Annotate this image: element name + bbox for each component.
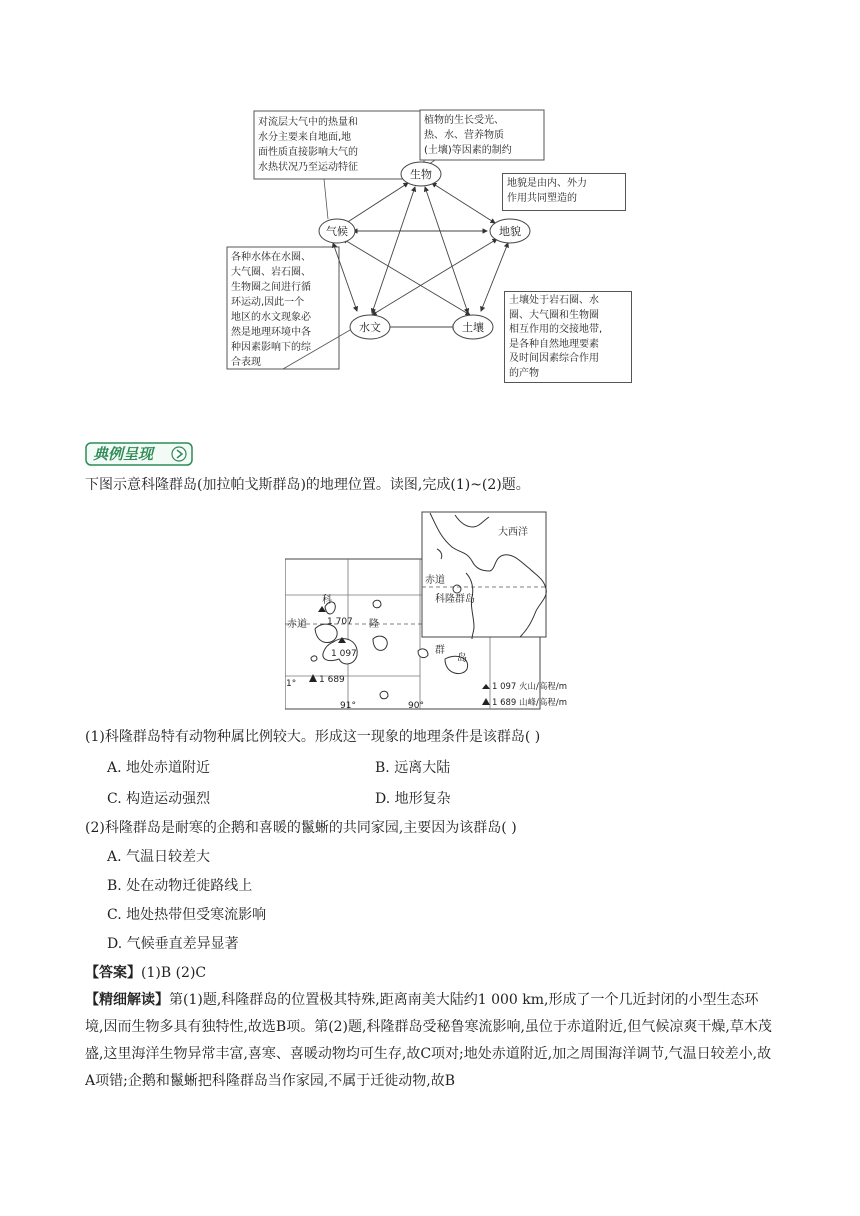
hydrology-note-line: 生物圈之间进行循	[231, 282, 311, 293]
hydrology-note-line: 各种水体在水圈、	[231, 252, 311, 263]
hydrology-note-line: 地区的水文现象必	[231, 312, 311, 323]
soil-note-line: 是各种自然地理要素	[509, 338, 599, 350]
question-intro: 下图示意科隆群岛(加拉帕戈斯群岛)的地理位置。读图,完成(1)~(2)题。	[85, 477, 530, 493]
q1-option-d[interactable]: D. 地形复杂	[375, 791, 451, 807]
q2-option-b[interactable]: B. 处在动物迁徙路线上	[107, 878, 253, 894]
biology-note-line: (土壤)等因素的制约	[424, 145, 512, 156]
analysis-paragraph	[85, 987, 775, 1095]
hydrology-note-line: 大气圈、岩石圈、	[231, 267, 311, 278]
soil-note-line: 相互作用的交接地带,	[509, 324, 603, 335]
arrow-circle-icon	[172, 447, 186, 461]
galapagos-map	[285, 511, 775, 713]
landform-note-line: 作用共同塑造的	[507, 193, 577, 204]
soil-note-line: 的产物	[509, 367, 539, 379]
landform-label: 地貌	[499, 225, 521, 238]
section-banner	[85, 442, 193, 466]
answer-line	[85, 963, 206, 983]
hydrology-note-line: 种因素影响下的综	[231, 342, 311, 353]
hydrology-note-line: 然是地理环境中各	[231, 327, 311, 338]
climate-note-line: 对流层大气中的热量和	[258, 117, 358, 128]
section-banner-text: 典例呈现	[93, 445, 154, 463]
q1-option-b[interactable]: B. 远离大陆	[375, 760, 451, 776]
soil-note-line: 及时间因素综合作用	[509, 353, 599, 364]
map-lon-90: 90°	[408, 701, 424, 711]
inset-ocean-label: 大西洋	[498, 527, 528, 538]
question-2-stem: (2)科隆群岛是耐寒的企鹅和喜暖的鬣蜥的共同家园,主要因为该群岛( )	[85, 820, 517, 836]
climate-label: 气候	[326, 225, 348, 238]
landform-note-box	[502, 173, 626, 211]
q1-option-a[interactable]: A. 地处赤道附近	[107, 760, 211, 776]
hydrology-note-line: 合表现	[231, 357, 261, 368]
map-lat-label: 1°	[286, 679, 297, 689]
climate-note-line: 面性质直接影响大气的	[258, 147, 358, 158]
biology-note-line: 热、水、营养物质	[424, 130, 504, 141]
soil-note-line: 土壤处于岩石圈、水	[509, 295, 599, 306]
legend-volcano: 1 097 火山/高程/m	[492, 682, 568, 692]
map-label-ke: 科	[322, 595, 332, 606]
biology-label: 生物	[410, 168, 432, 181]
inset-islands-label: 科隆群岛	[435, 594, 475, 605]
q2-option-a[interactable]: A. 气温日较差大	[107, 849, 211, 865]
question-1-stem: (1)科隆群岛特有动物种属比例较大。形成这一现象的地理条件是该群岛( )	[85, 729, 541, 745]
diagram-arrows	[333, 183, 508, 327]
soil-note-line: 圈、大气圈和生物圈	[509, 309, 599, 321]
biology-note-line: 植物的生长受光、	[424, 115, 504, 126]
soil-note-box	[504, 291, 632, 383]
climate-note-line: 水分主要来自地面,地	[258, 132, 352, 143]
q1-option-c[interactable]: C. 构造运动强烈	[107, 791, 211, 807]
hydrology-label: 水文	[359, 321, 381, 334]
legend-peak: 1 689 山峰/高程/m	[492, 698, 568, 708]
map-elev-1097: 1 097	[331, 649, 357, 659]
map-label-qun: 群	[435, 645, 445, 656]
map-label-long: 隆	[369, 619, 379, 630]
answer-label: 【答案】	[85, 965, 141, 981]
landform-note-line: 地貌是由内、外力	[507, 178, 587, 189]
climate-note-line: 水热状况乃至运动特征	[258, 162, 358, 173]
map-lon-91: 91°	[340, 701, 356, 711]
map-elev-volcano: 1 707	[327, 617, 353, 627]
soil-label: 土壤	[462, 321, 484, 334]
map-elev-peak: 1 689	[319, 675, 345, 685]
analysis-text: 第(1)题,科隆群岛的位置极其特殊,距离南美大陆约1 000 km,形成了一个几近封闭的小型生态环境,因而生物多具有独特性,故选B项。第(2)题,科隆群岛受秘鲁寒流影响,虽位于赤道附近,但气候凉爽干燥,草木茂盛,这里海洋生物异常丰富,喜寒、喜暖动物均可生存,故C项对;地处赤道附近,加之周围海洋调节,气温日较差小,故A项错;企鹅和鬣蜥把科隆群岛当作家园,不属于迁徙动物,故B	[85, 992, 772, 1089]
answer-text: (1)B (2)C	[141, 965, 207, 981]
map-label-dao: 岛	[457, 653, 467, 664]
analysis-label: 【精细解读】	[85, 992, 169, 1008]
q2-option-c[interactable]: C. 地处热带但受寒流影响	[107, 907, 267, 923]
inset-equator-label: 赤道	[425, 575, 445, 586]
map-equator-label: 赤道	[287, 619, 307, 630]
q2-option-d[interactable]: D. 气候垂直差异显著	[107, 936, 239, 952]
hydrology-note-line: 环运动,因此一个	[231, 297, 305, 308]
